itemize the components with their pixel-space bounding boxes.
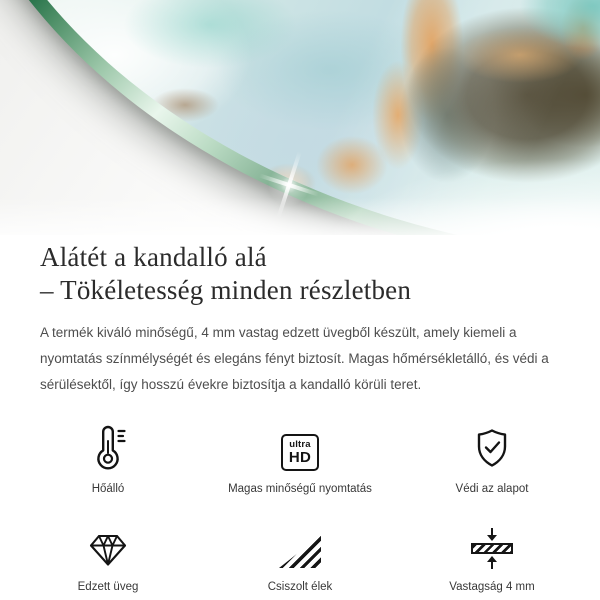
product-info-section	[0, 235, 600, 593]
product-description: A termék kiváló minőségű, 4 mm vastag edzett üvegből készült, amely kiemeli a nyomtatás színmélységét és elegáns fényt biztosít. Magas hőmérsékletálló, és védi a sérülésektől, így hosszú évekre biztosítja a kandalló körüli teret.	[40, 325, 549, 392]
feature-label: Hőálló	[91, 483, 125, 495]
feature-label: Csiszolt élek	[267, 581, 333, 593]
feature-label: Edzett üveg	[77, 581, 139, 593]
ultra-hd-icon	[281, 425, 319, 471]
feature-polished-edges	[204, 523, 396, 593]
arrow-up-icon	[491, 561, 494, 569]
glass-bar-icon	[471, 543, 513, 554]
thickness-icon	[471, 523, 513, 569]
feature-tempered-glass	[12, 523, 204, 593]
title-line-2: – Tökéletesség minden részletben	[40, 275, 412, 305]
feature-label: Magas minőségű nyomtatás	[228, 483, 372, 495]
shield-check-icon	[470, 425, 514, 471]
ultra-hd-icon-text-top: ultra	[289, 439, 311, 450]
page-title	[40, 241, 560, 307]
polished-edge-icon	[279, 523, 321, 569]
arrow-down-icon	[491, 528, 494, 536]
thermometer-icon	[86, 425, 130, 471]
ultra-hd-icon-text-bottom: HD	[288, 449, 312, 466]
feature-protects-base	[396, 425, 588, 495]
feature-label: Védi az alapot	[455, 483, 529, 495]
feature-label: Vastagság 4 mm	[449, 581, 535, 593]
title-line-1: Alátét a kandalló alá	[40, 242, 267, 272]
product-photo	[0, 0, 600, 235]
diamond-icon	[85, 523, 131, 569]
feature-thickness	[396, 523, 588, 593]
feature-print-quality	[204, 425, 396, 495]
feature-heat-resistant	[12, 425, 204, 495]
feature-grid	[12, 425, 588, 593]
